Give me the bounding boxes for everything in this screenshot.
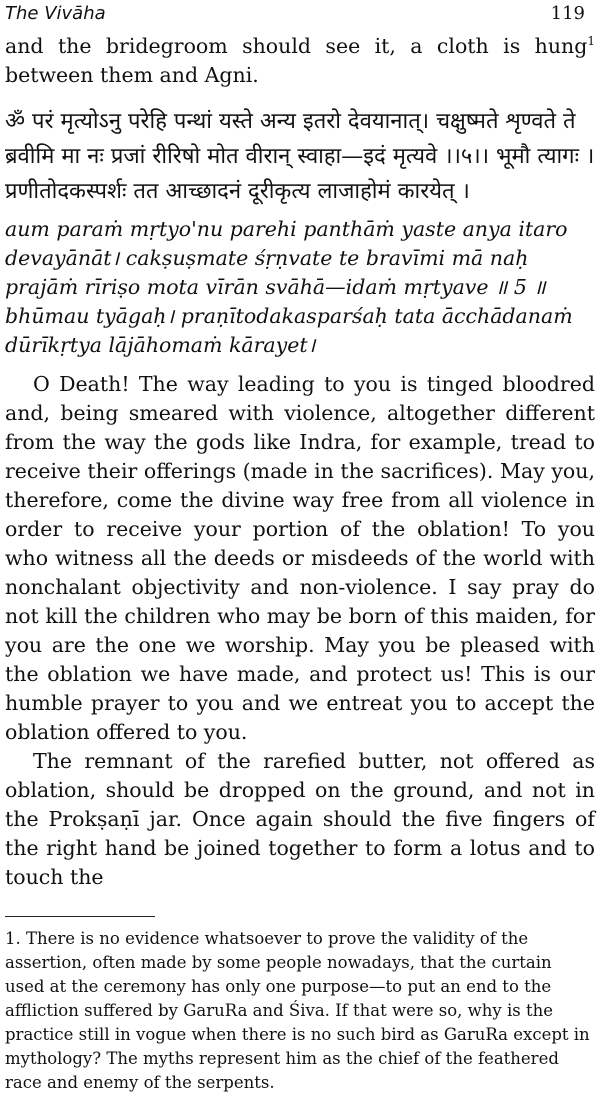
intro-text-before: and the bridegroom should see it, a cloth is hung	[5, 34, 588, 58]
mantra-devanagari: ॐ परं मृत्योऽनु परेहि पन्थां यस्ते अन्य इतरो देवयानात्। चक्षुष्मते शृण्वते ते ब्रवीमि मा नः प्रजां रीरिषो मोत वीरान् स्वाहा—इदं मृत्यवे ।।५।। भूमौ त्यागः । प्रणीतोदकस्पर्शः तत आच्छादनं दूरीकृत्य लाजाहोमं कारयेत् ।	[5, 109, 595, 204]
translation-paragraph: O Death! The way leading to you is tinged bloodred and, being smeared with violence, altogether different from the way the gods like Indra, for example, tread to receive their offerings (made in the sacrifices). May you, therefore, come the divine way free from all violence in order to receive your portion of the oblation! To you who witness all the deeds or misdeeds of the world with nonchalant objectivity and non-violence. I say pray do not kill the children who may be born of this maiden, for you are the one we worship. May you be pleased with the oblation we have made, and protect us! This is our humble prayer to you and we entreat you to accept the oblation offered to you.	[5, 372, 595, 744]
mantra-transliteration: aum paraṁ mṛtyo'nu parehi panthāṁ yaste anya itaro devayānāt। cakṣuṣmate śṛṇvate te bravīmi mā naḥ prajāṁ rīriṣo mota vīrān svāhā—idaṁ mṛtyave ॥ 5 ॥ bhūmau tyāgaḥ। praṇītodakasparśaḥ tata ācchādanaṁ dūrīkṛtya lājāhomaṁ kārayet।	[5, 217, 573, 357]
footnote-divider	[5, 916, 155, 917]
running-title: The Vivāha	[5, 3, 106, 24]
instruction-paragraph: The remnant of the rarefied butter, not offered as oblation, should be dropped on the ground, and not in the Prokṣaṇī jar. Once again should the five fingers of the right hand be joined together to form a lotus and to touch the	[5, 749, 595, 889]
intro-text-after: between them and Agni.	[5, 63, 259, 87]
page-number: 119	[550, 3, 585, 24]
running-header	[5, 0, 595, 32]
intro-paragraph	[5, 32, 595, 90]
footnote-marker: 1	[587, 34, 595, 49]
footnote: 1. There is no evidence whatsoever to prove the validity of the assertion, often made by some people nowadays, that the curtain used at the ceremony has only one purpose—to put an end to the affliction suffered by GaruRa and Śiva. If that were so, why is the practice still in vogue when there is no such bird as GaruRa except in mythology? The myths represent him as the chief of the feathered race and enemy of the serpents.	[5, 929, 590, 1092]
